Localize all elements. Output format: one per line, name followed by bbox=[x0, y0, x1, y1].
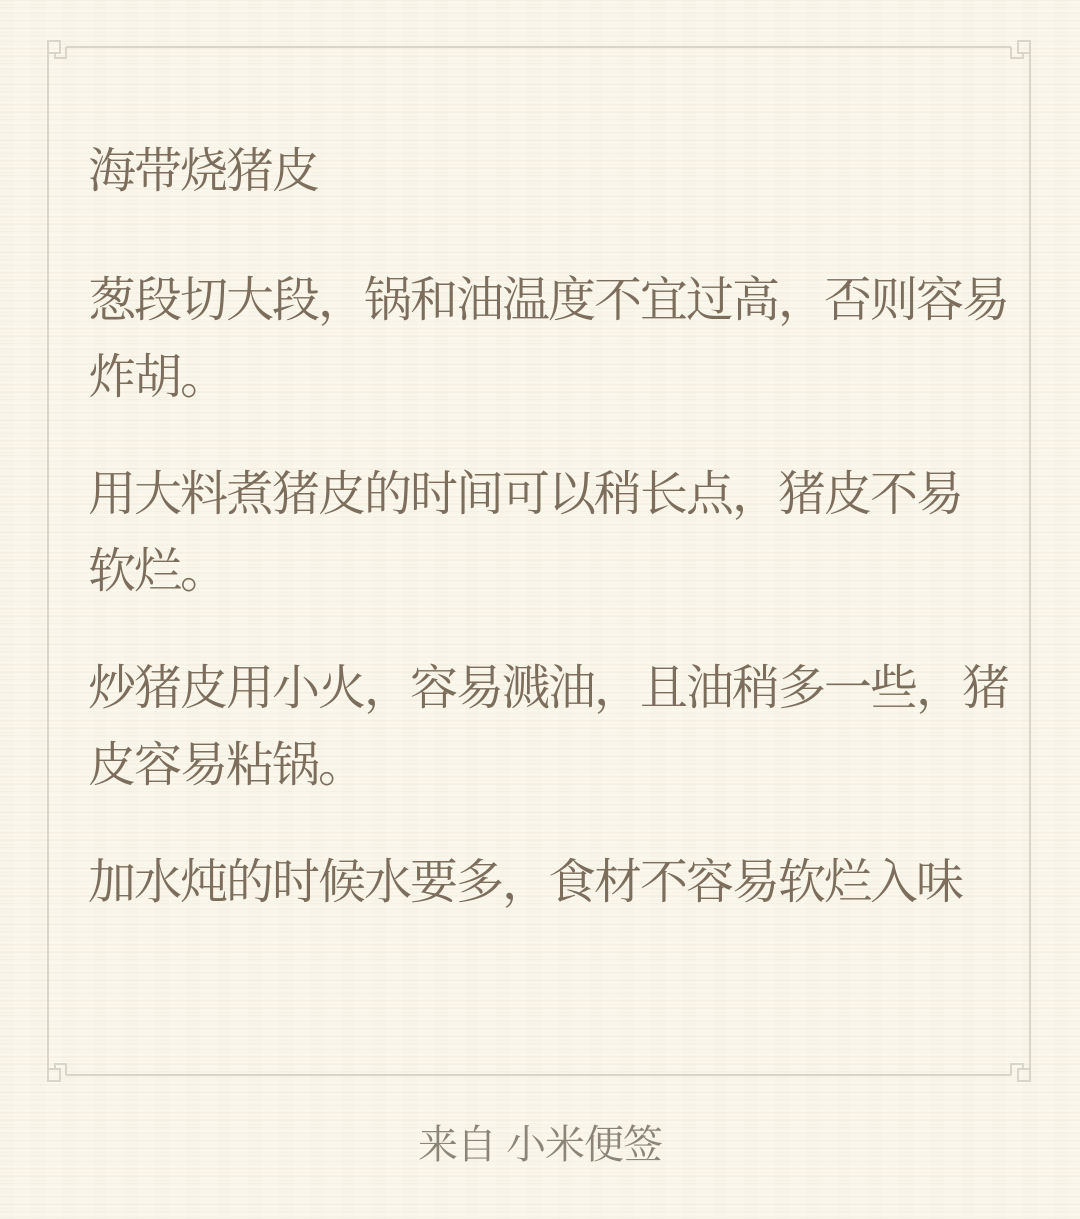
corner-step-bottom-right-icon bbox=[1011, 1064, 1023, 1075]
note-paragraph: 葱段切大段，锅和油温度不宜过高，否则容易 炸胡。 bbox=[88, 274, 1009, 404]
corner-square-top-right-icon bbox=[1018, 41, 1030, 53]
note-title: 海带烧猪皮 bbox=[88, 145, 319, 198]
note-paragraph: 炒猪皮用小火，容易溅油，且油稍多一些，猪 皮容易粘锅。 bbox=[88, 662, 1009, 792]
corner-square-bottom-right-icon bbox=[1018, 1069, 1030, 1081]
note-paragraphs bbox=[88, 262, 1033, 921]
corner-square-bottom-left-icon bbox=[48, 1069, 60, 1081]
note-paragraph: 用大料煮猪皮的时间可以稍长点，猪皮不易 软烂。 bbox=[88, 468, 963, 598]
corner-step-top-right-icon bbox=[1011, 47, 1023, 58]
footer-attribution: 来自 小米便签 bbox=[417, 1123, 663, 1167]
note-body bbox=[88, 133, 1033, 961]
corner-square-top-left-icon bbox=[48, 41, 60, 53]
note-paragraph: 加水炖的时候水要多，食材不容易软烂入味 bbox=[88, 856, 963, 909]
corner-step-bottom-left-icon bbox=[55, 1064, 66, 1075]
corner-step-top-left-icon bbox=[55, 47, 66, 58]
